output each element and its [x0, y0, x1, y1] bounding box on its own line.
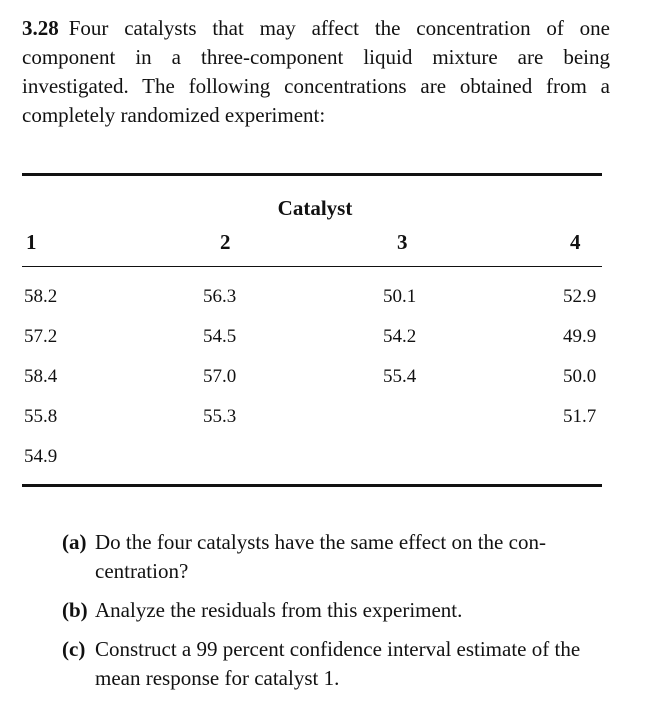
- part-a-label: (a): [62, 530, 87, 554]
- column-header-4: 4: [570, 230, 581, 254]
- part-c-label: (c): [62, 637, 86, 661]
- column-header-3: 3: [397, 230, 408, 254]
- table-cell: 50.1: [383, 286, 417, 307]
- table-cell: 50.0: [563, 366, 597, 387]
- table-cell: 56.3: [203, 286, 237, 307]
- column-header-1: 1: [26, 230, 37, 254]
- catalyst-header: Catalyst: [277, 196, 353, 220]
- column-header-2: 2: [220, 230, 231, 254]
- part-b-text: Analyze the residuals from this experiment.: [95, 598, 463, 622]
- question-parts: [62, 528, 610, 703]
- table-bottom-rule: [22, 484, 602, 487]
- table-cell: 55.3: [203, 406, 237, 427]
- header-rule: [22, 266, 602, 267]
- part-c: [62, 635, 610, 693]
- table-cell: 57.0: [203, 366, 237, 387]
- table-cell: 52.9: [563, 286, 597, 307]
- problem-text: Four catalysts that may affect the concentration of one component in a three-component liquid mixture are being investigated. The following concentrations are obtained from a completely randomized experiment:: [22, 16, 610, 127]
- part-b: [62, 596, 610, 625]
- part-c-text: Construct a 99 percent confidence interval estimate of the mean response for catalyst 1.: [95, 637, 581, 690]
- table-cell: 58.2: [24, 286, 58, 307]
- table-cell: 51.7: [563, 406, 597, 427]
- problem-number: 3.28: [22, 16, 59, 40]
- part-b-label: (b): [62, 598, 88, 622]
- table-cell: 49.9: [563, 326, 597, 347]
- table-top-rule: [22, 173, 602, 176]
- table-cell: 55.4: [383, 366, 417, 387]
- part-a: [62, 528, 610, 586]
- part-a-text: Do the four catalysts have the same effect on the con- centration?: [95, 530, 546, 583]
- table-cell: 54.2: [383, 326, 417, 347]
- problem-statement: [22, 14, 610, 130]
- table-cell: 57.2: [24, 326, 58, 347]
- table-cell: 54.5: [203, 326, 237, 347]
- table-cell: 58.4: [24, 366, 58, 387]
- table-cell: 54.9: [24, 446, 58, 467]
- table-cell: 55.8: [24, 406, 58, 427]
